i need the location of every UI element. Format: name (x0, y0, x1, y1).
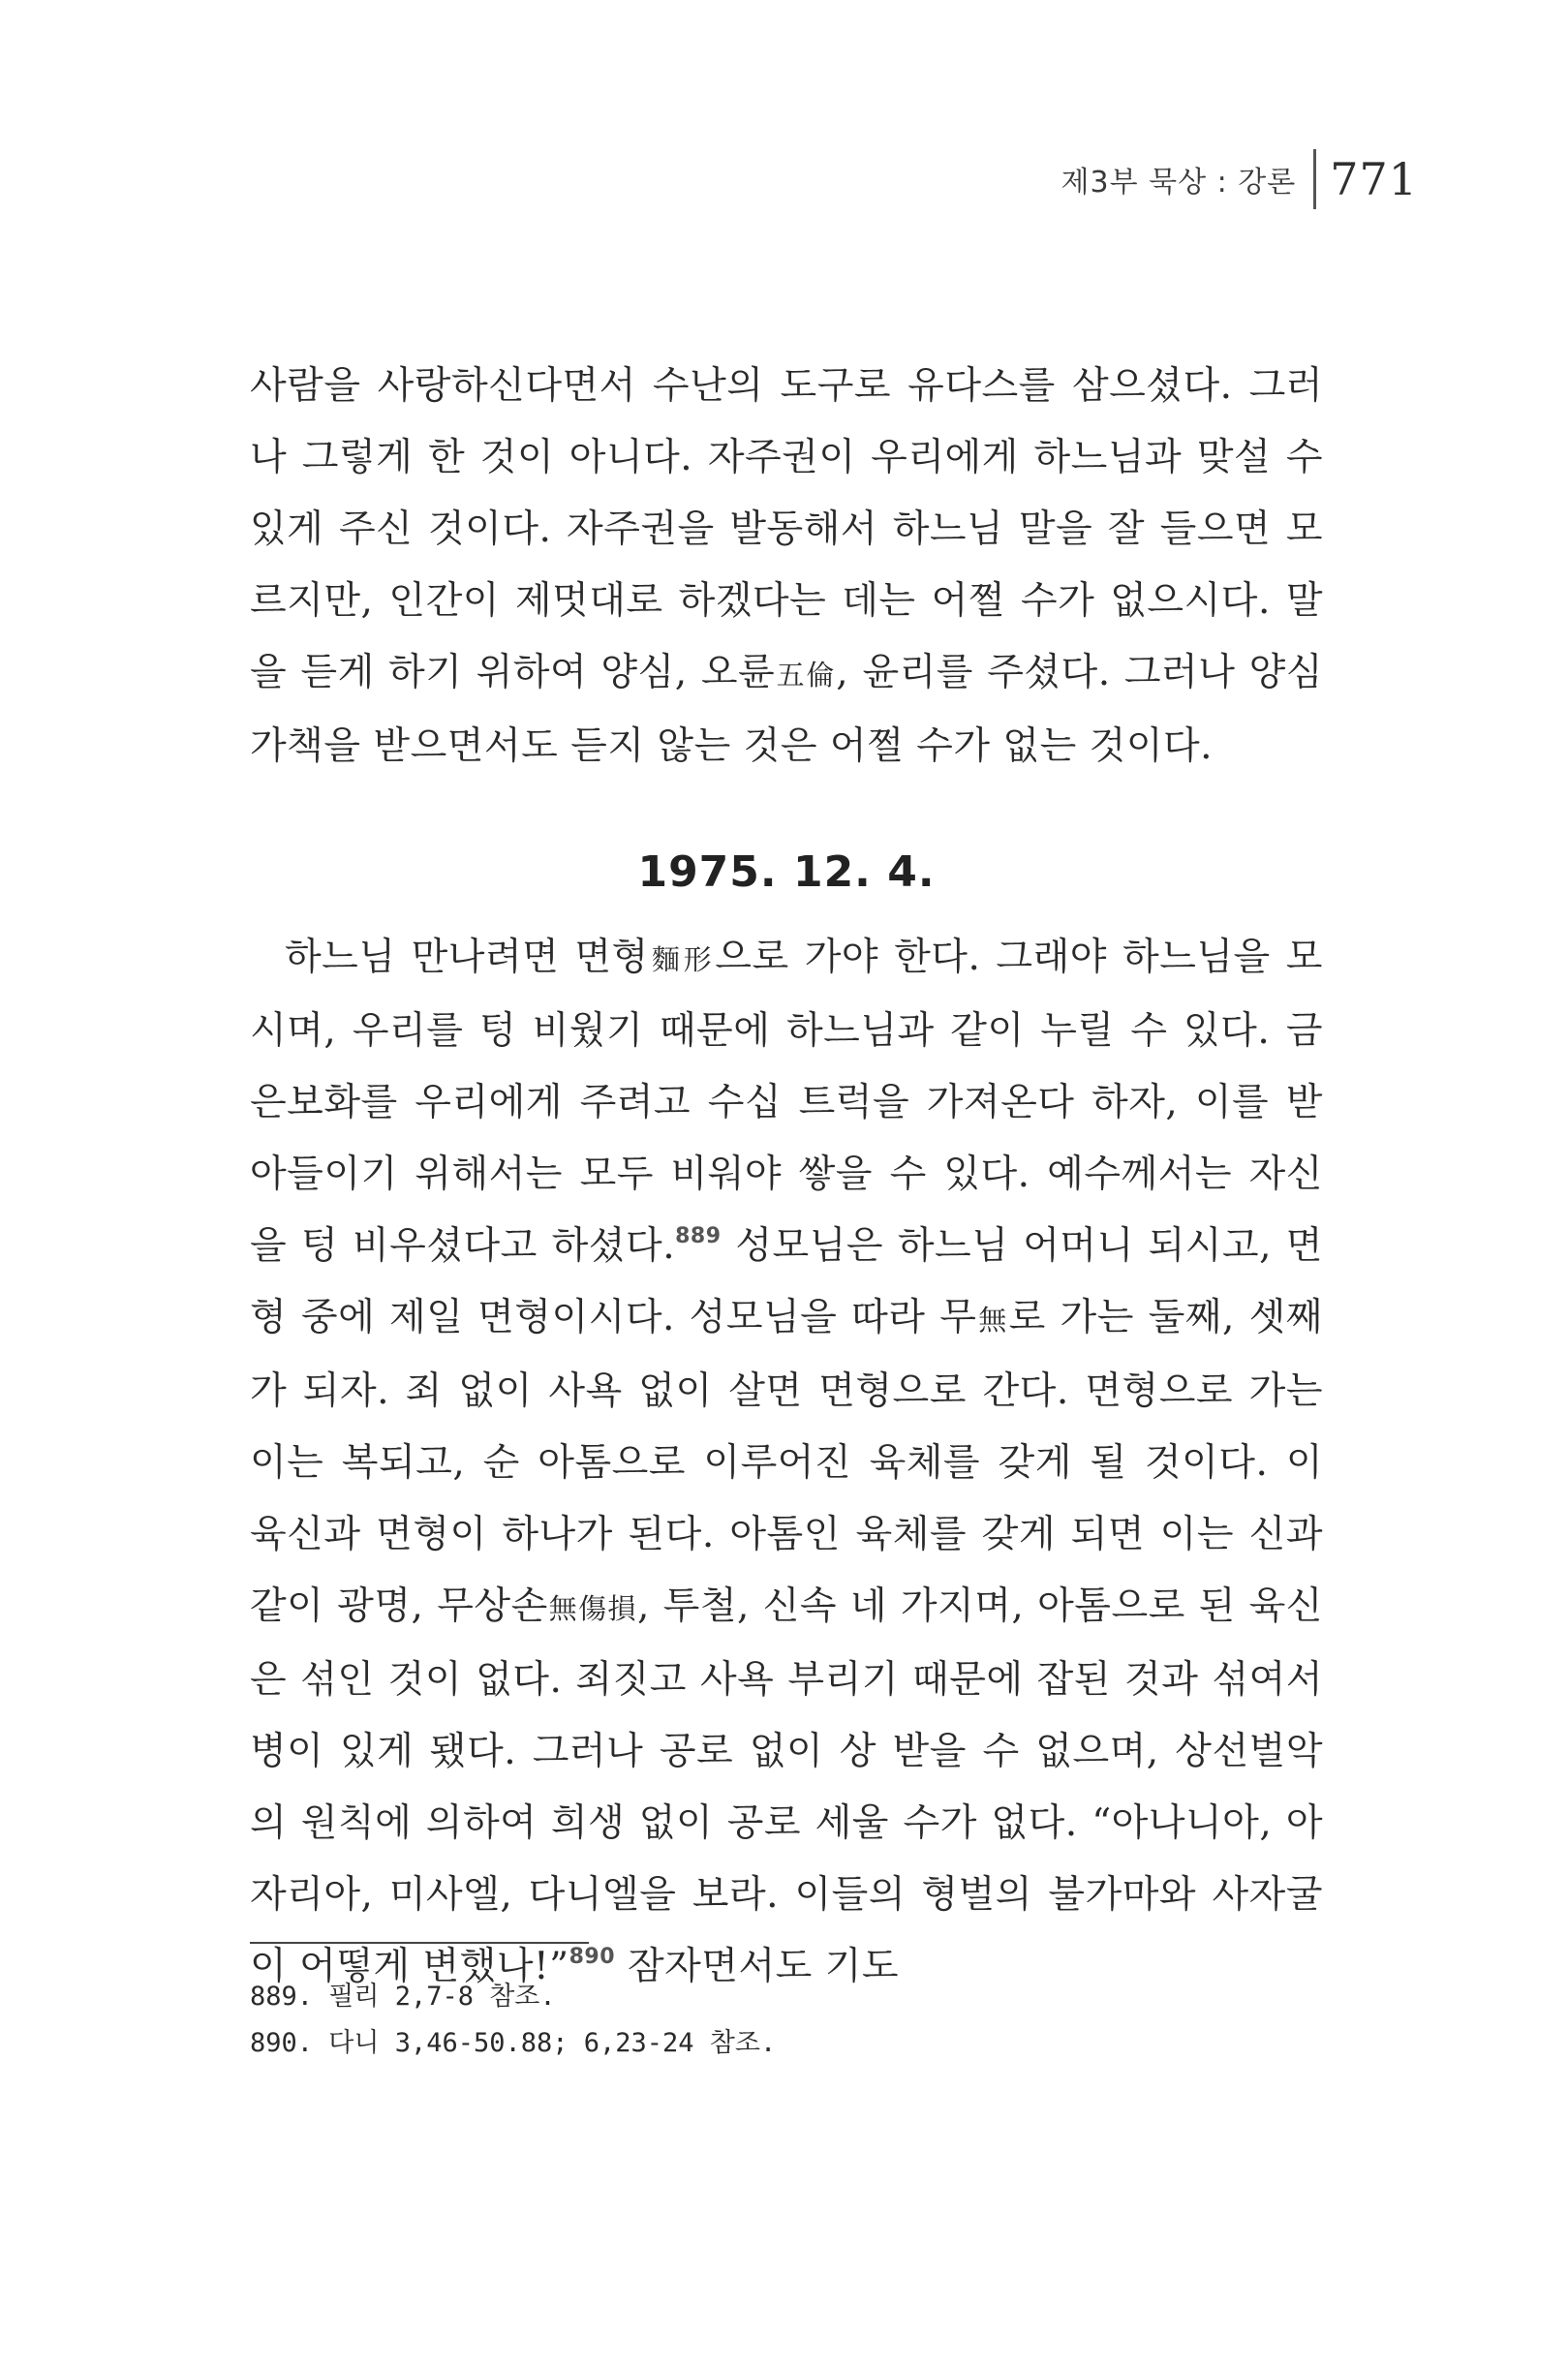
text-run: , 윤리를 주셨다. 그러나 양심 가책을 받으면서도 듣지 않는 것은 어쩔 수가 없는 것이다. (250, 651, 1323, 768)
footnote-divider (250, 1942, 589, 1944)
footnote-ref-889[interactable]: 889 (675, 1224, 722, 1248)
text-run: 성모님은 하느님 어머니 되시고, 면형 중에 제일 면형이시다. 성모님을 따라 무 (250, 1224, 1323, 1339)
page-number: 771 (1330, 153, 1418, 205)
hanja-annotation: 五倫 (775, 659, 837, 692)
running-header (1061, 145, 1419, 213)
hanja-annotation: 無 (976, 1304, 1009, 1337)
paragraph-one (250, 351, 1323, 783)
paragraph-one-text (250, 351, 1323, 783)
paragraph-two (250, 922, 1323, 2003)
section-title: 제3부 묵상 : 강론 (1061, 166, 1297, 200)
footnotes (250, 1974, 1323, 2067)
paragraph-two-text (250, 922, 1323, 2003)
text-run: 잠자면서도 기도 (615, 1945, 900, 1988)
text-run: 하느님 만나려면 면형 (285, 936, 649, 979)
header-divider (1313, 149, 1316, 209)
footnote-889: 889. 필리 2,7-8 참조. (250, 1982, 556, 2012)
text-run: 으로 가야 한다. 그래야 하느님을 모시며, 우리를 텅 비웠기 때문에 하느님과 같이 누릴 수 있다. 금은보화를 우리에게 주려고 수십 트럭을 가져온다 하자, 이를 받아들이기 위해서는 모두 비워야 쌓을 수 있다. 예수께서는 자신을 텅 비우셨다고 하셨다. (250, 936, 1323, 1268)
text-run: 로 가는 둘째, 셋째가 되자. 죄 없이 사욕 없이 살면 면형으로 간다. 면형으로 가는 이는 복되고, 순 아톰으로 이루어진 육체를 갖게 될 것이다. 이 육신과 면형이 하나가 된다. 아톰인 육체를 갖게 되면 이는 신과 같이 광명, 무상손 (250, 1296, 1323, 1628)
text-run: , 투철, 신속 네 가지며, 아톰으로 된 육신은 섞인 것이 없다. 죄짓고 사욕 부리기 때문에 잡된 것과 섞여서 병이 있게 됐다. 그러나 공로 없이 상 받을 수 없으며, 상선벌악의 원칙에 의하여 희생 없이 공로 세울 수가 없다. “아나니아, 아자리아, 미사엘, 다니엘을 보라. 이들의 형벌의 불가마와 사자굴이 어떻게 변했나!” (250, 1584, 1323, 1988)
footnote-890: 890. 다니 3,46-50.88; 6,23-24 참조. (250, 2028, 777, 2058)
footnote-ref-890[interactable]: 890 (569, 1945, 616, 1969)
hanja-annotation: 無傷損 (547, 1592, 637, 1625)
section-date-heading: 1975. 12. 4. (637, 847, 936, 897)
hanja-annotation: 麵形 (648, 943, 716, 976)
text-run: 사람을 사랑하신다면서 수난의 도구로 유다스를 삼으셨다. 그러나 그렇게 한 것이 아니다. 자주권이 우리에게 하느님과 맞설 수 있게 주신 것이다. 자주권을 발동해서 하느님 말을 잘 들으면 모르지만, 인간이 제멋대로 하겠다는 데는 어쩔 수가 없으시다. 말을 듣게 하기 위하여 양심, 오륜 (250, 364, 1323, 694)
